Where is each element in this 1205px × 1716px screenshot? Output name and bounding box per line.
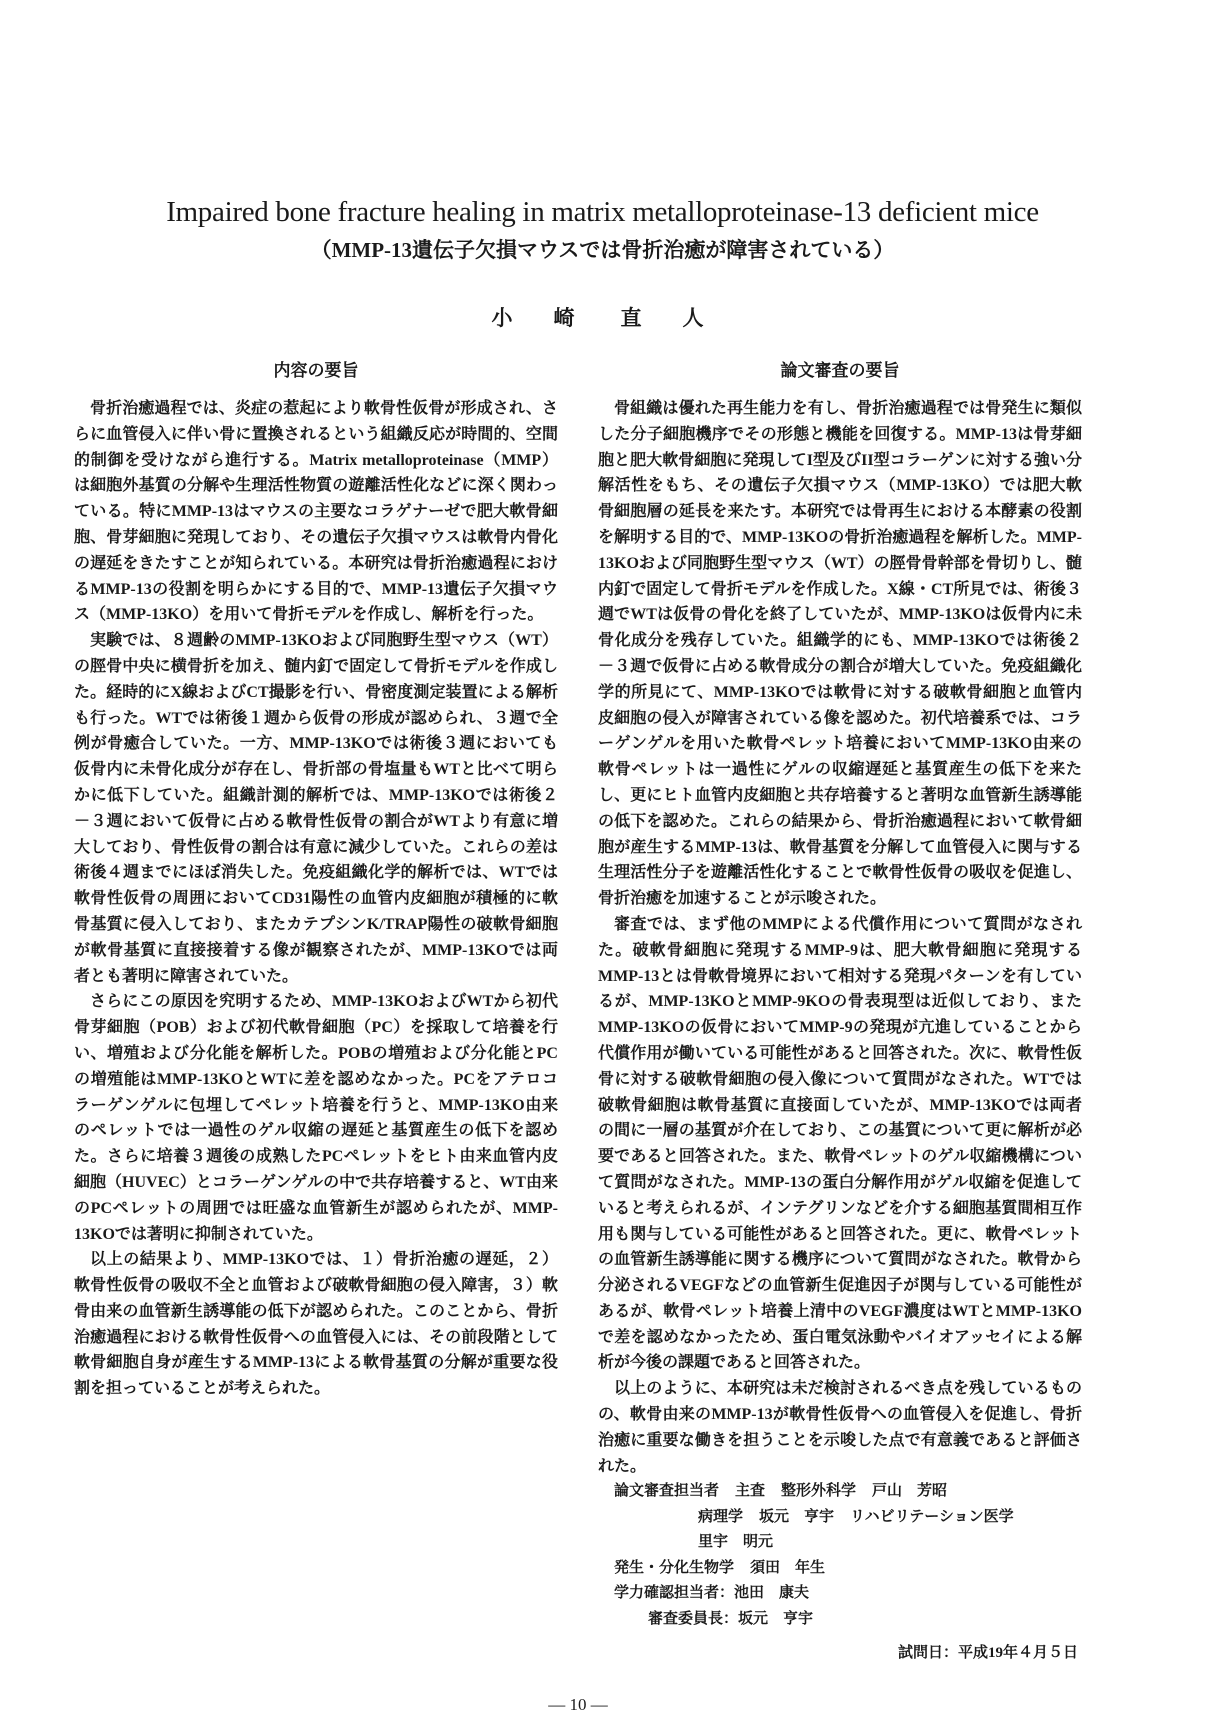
author-name: [0, 302, 1205, 332]
review-summary-column: [598, 360, 1082, 1664]
chair-name: 坂元 亨宇: [738, 1610, 814, 1627]
paragraph: 以上の結果より、MMP-13KOでは、１）骨折治癒の遅延，２）軟骨性仮骨の吸収不全と血管および破軟骨細胞の侵入障害，３）軟骨由来の血管新生誘導能の低下が認められた。このことから、骨折治癒過程における軟骨性仮骨への血管侵入には、その前段階として軟骨細胞自身が産生するMMP-13による軟骨基質の分解が重要な役割を担っていることが考えられた。: [74, 1251, 558, 1398]
author-family-name: 小 崎: [491, 306, 585, 330]
committee-members-row: [598, 1556, 1082, 1582]
thesis-summary-column: [74, 360, 558, 1402]
committee-members-row: [598, 1505, 1082, 1556]
chair-label: 審査委員長：: [648, 1610, 739, 1627]
document-subtitle: （MMP-13遺伝子欠損マウスでは骨折治癒が障害されている）: [310, 238, 895, 262]
paragraph: 実験では、８週齢のMMP-13KOおよび同胞野生型マウス（WT）の脛骨中央に横骨折を加え、髄内釘で固定して骨折モデルを作成した。経時的にX線およびCT撮影を行い、骨密度測定装置による解析も行った。WTでは術後１週から仮骨の形成が認められ、３週で全例が骨癒合していた。一方、MMP-13KOでは術後３週においても仮骨内に未骨化成分が存在し、骨折部の骨塩量もWTと比べて明らかに低下していた。組織計測的解析では、MMP-13KOでは術後２－３週において仮骨に占める軟骨性仮骨の割合がWTより有意に増大しており、骨性仮骨の割合は有意に減少していた。これらの差は術後４週までにほぼ消失した。免疫組織化学的解析では、WTでは軟骨性仮骨の周囲においてCD31陽性の血管内皮細胞が積極的に軟骨基質に侵入しており、またカテプシンK/TRAP陽性の破軟骨細胞が軟骨基質に直接接着する像が観察されたが、MMP-13KOでは両者とも著明に障害されていた。: [74, 632, 558, 985]
chief-department: 整形外科学: [781, 1483, 857, 1500]
chief-label: 主査: [735, 1483, 766, 1500]
review-summary-heading: 論文審査の要旨: [780, 361, 900, 380]
confirm-label: 学力確認担当者：: [614, 1585, 735, 1602]
page-number: — 10 —: [548, 1695, 608, 1715]
author-given-name: 直 人: [620, 306, 714, 330]
chief-name: 戸山 芳昭: [872, 1483, 948, 1500]
member-department: 病理学: [698, 1508, 744, 1525]
confirm-row: [598, 1581, 1082, 1607]
paragraph: さらにこの原因を究明するため、MMP-13KOおよびWTから初代骨芽細胞（POB）および初代軟骨細胞（PC）を採取して培養を行い、増殖および分化能を解析した。POBの増殖および分化能とPCの増殖能はMMP-13KOとWTに差を認めなかった。PCをアテロコラーゲンゲルに包埋してペレット培養を行うと、MMP-13KO由来のペレットでは一過性のゲル収縮の遅延と基質産生の低下を認めた。さらに培養３週後の成熟したPCペレットをヒト由来血管内皮細胞（HUVEC）とコラーゲンゲルの中で共存培養すると、WT由来のPCペレットの周囲では旺盛な血管新生が認められたが、MMP-13KOでは著明に抑制されていた。: [74, 993, 558, 1243]
paragraph: 審査では、まず他のMMPによる代償作用について質問がなされた。破軟骨細胞に発現するMMP-9は、肥大軟骨細胞に発現するMMP-13とは骨軟骨境界において相対する発現パターンを有しているが、MMP-13KOとMMP-9KOの骨表現型は近似しており、またMMP-13KOの仮骨においてMMP-9の発現が亢進していることから代償作用が働いている可能性があると回答された。次に、軟骨性仮骨に対する破軟骨細胞の侵入像について質問がなされた。WTでは破軟骨細胞は軟骨基質に直接面していたが、MMP-13KOでは両者の間に一層の基質が介在しており、この基質について更に解析が必要であると回答された。また、軟骨ペレットのゲル収縮機構について質問がなされた。MMP-13の蛋白分解作用がゲル収縮を促進していると考えられるが、インテグリンなどを介する細胞基質間相互作用も関与している可能性があると回答された。更に、軟骨ペレットの血管新生誘導能に関する機序について質問がなされた。軟骨から分泌されるVEGFなどの血管新生促進因子が関与している可能性があるが、軟骨ペレット培養上清中のVEGF濃度はWTとMMP-13KOで差を認めなかったため、蛋白電気泳動やバイオアッセイによる解析が今後の課題であると回答された。: [598, 915, 1082, 1372]
reviewers-label: 論文審査担当者: [614, 1483, 720, 1500]
committee-reviewers-row: [598, 1479, 1082, 1505]
paragraph: 骨折治癒過程では、炎症の惹起により軟骨性仮骨が形成され、さらに血管侵入に伴い骨に置換されるという組織反応が時間的、空間的制御を受けながら進行する。Matrix metalloproteinase（MMP）は細胞外基質の分解や生理活性物質の遊離活性化などに深く関わっている。特にMMP-13はマウスの主要なコラゲナーゼで肥大軟骨細胞、骨芽細胞に発現しており、その遺伝子欠損マウスは軟骨内骨化の遅延をきたすことが知られている。本研究は骨折治癒過程におけるMMP-13の役割を明らかにする目的で、MMP-13遺伝子欠損マウス（MMP-13KO）を用いて骨折モデルを作成し、解析を行った。: [74, 400, 558, 624]
member-name: 坂元 亨宇: [759, 1508, 835, 1525]
chair-row: [598, 1607, 1082, 1633]
member-name: 須田 年生: [750, 1559, 826, 1576]
document-title: Impaired bone fracture healing in matrix metalloproteinase-13 deficient mice: [166, 196, 1039, 228]
committee-list: [598, 1479, 1082, 1632]
columns: [74, 360, 1082, 1664]
confirm-name: 池田 康夫: [734, 1585, 810, 1602]
paragraph: 骨組織は優れた再生能力を有し、骨折治癒過程では骨発生に類似した分子細胞機序でその形態と機能を回復する。MMP-13は骨芽細胞と肥大軟骨細胞に発現してI型及びII型コラーゲンに対する強い分解活性をもち、その遺伝子欠損マウス（MMP-13KO）では肥大軟骨細胞層の延長を来たす。本研究では骨再生における本酵素の役割を解明する目的で、MMP-13KOの骨折治癒過程を解析した。MMP-13KOおよび同胞野生型マウス（WT）の脛骨骨幹部を骨切りし、髄内釘で固定して骨折モデルを作成した。X線・CT所見では、術後３週でWTは仮骨の骨化を終了していたが、MMP-13KOは仮骨内に未骨化成分を残存していた。組織学的にも、MMP-13KOでは術後２－３週で仮骨に占める軟骨成分の割合が増大していた。免疫組織化学的所見にて、MMP-13KOでは軟骨に対する破軟骨細胞と血管内皮細胞の侵入が障害されている像を認めた。初代培養系では、コラーゲンゲルを用いた軟骨ペレット培養においてMMP-13KO由来の軟骨ペレットは一過性にゲルの収縮遅延と基質産生の低下を来たし、更にヒト血管内皮細胞と共存培養すると著明な血管新生誘導能の低下を認めた。これらの結果から、骨折治癒過程において軟骨細胞が産生するMMP-13は、軟骨基質を分解して血管侵入に関与する生理活性分子を遊離活性化することで軟骨性仮骨の吸収を促進し、骨折治癒を加速することが示唆された。: [598, 400, 1082, 908]
member-department: 発生・分化生物学: [614, 1559, 735, 1576]
exam-date: 試問日：平成19年４月５日: [897, 1645, 1078, 1662]
member-name: 里宇 明元: [698, 1534, 774, 1551]
member-department: リハビリテーション医学: [850, 1508, 1014, 1525]
document-body: [74, 360, 1082, 1716]
thesis-summary-heading: 内容の要旨: [273, 361, 359, 380]
paragraph: 以上のように、本研究は未だ検討されるべき点を残しているものの、軟骨由来のMMP-13が軟骨性仮骨への血管侵入を促進し、骨折治癒に重要な働きを担うことを示唆した点で有意義であると評価された。: [598, 1380, 1082, 1475]
